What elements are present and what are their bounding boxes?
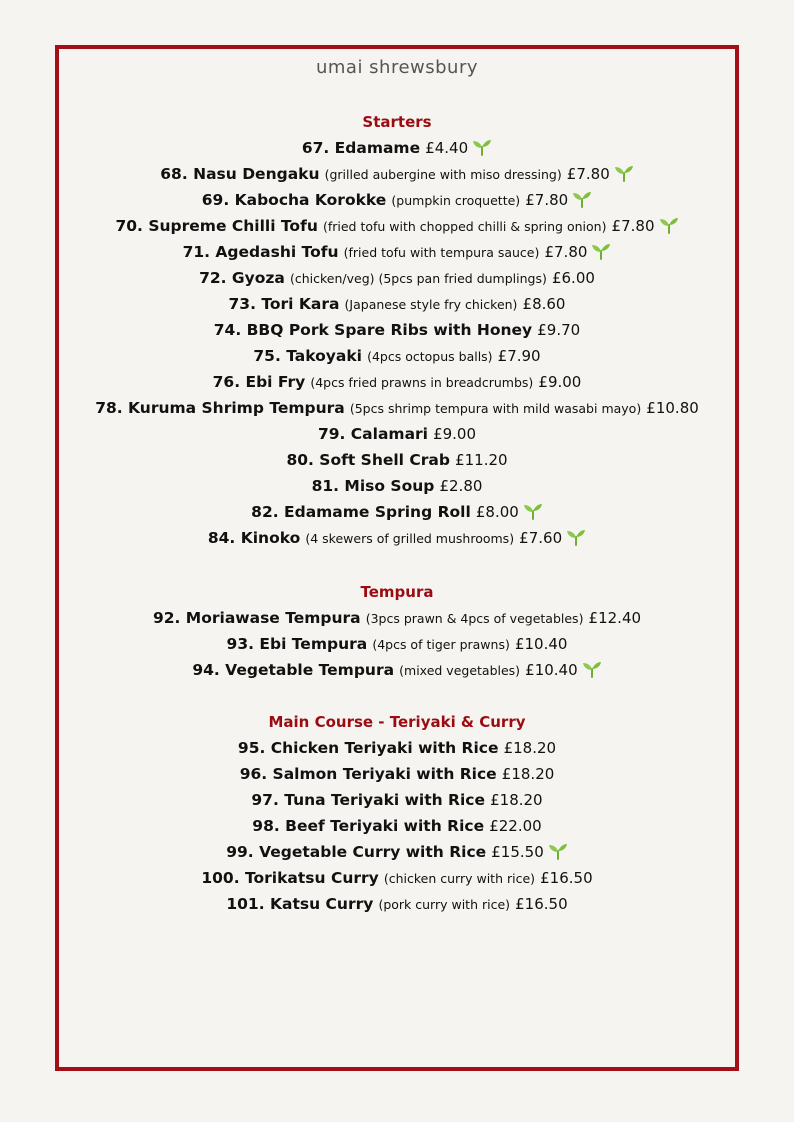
menu-item-price: £7.80 (525, 191, 569, 209)
menu-item (0, 161, 794, 187)
menu-item-description: (pork curry with rice) (378, 897, 511, 912)
section-title: Main Course - Teriyaki & Curry (268, 713, 526, 731)
vegetarian-leaf-icon (548, 842, 568, 860)
menu-item-price: £9.70 (537, 321, 581, 339)
menu-item (0, 291, 794, 317)
menu-item (0, 473, 794, 499)
section-main-course (0, 709, 794, 917)
menu-item-price: £7.90 (497, 347, 541, 365)
menu-item-name: 93. Ebi Tempura (226, 635, 368, 653)
menu-item (0, 631, 794, 657)
menu-item-name: 84. Kinoko (207, 529, 301, 547)
section-starters (0, 109, 794, 551)
menu-item (0, 761, 794, 787)
menu-item (0, 657, 794, 683)
menu-item-price: £15.50 (491, 843, 544, 861)
section-tempura (0, 579, 794, 683)
menu-item (0, 787, 794, 813)
menu-item (0, 839, 794, 865)
menu-item-description: (4pcs of tiger prawns) (372, 637, 510, 652)
menu-item-price: £18.20 (490, 791, 543, 809)
vegetarian-leaf-icon (566, 528, 586, 546)
menu-item-price: £9.00 (433, 425, 477, 443)
vegetarian-leaf-icon (572, 190, 592, 208)
menu-item (0, 395, 794, 421)
menu-item-name: 71. Agedashi Tofu (182, 243, 339, 261)
vegetarian-leaf-icon (614, 164, 634, 182)
menu-item-price: £22.00 (489, 817, 542, 835)
menu-item-description: (4 skewers of grilled mushrooms) (305, 531, 515, 546)
menu-item (0, 499, 794, 525)
menu-item (0, 421, 794, 447)
menu-item-name: 96. Salmon Teriyaki with Rice (239, 765, 497, 783)
menu-item-name: 80. Soft Shell Crab (286, 451, 450, 469)
vegetarian-leaf-icon (523, 502, 543, 520)
vegetarian-leaf-icon (472, 138, 492, 156)
menu-item-description: (fried tofu with tempura sauce) (343, 245, 540, 260)
menu-item-name: 74. BBQ Pork Spare Ribs with Honey (213, 321, 533, 339)
menu-item-price: £7.60 (519, 529, 563, 547)
menu-item-name: 75. Takoyaki (253, 347, 362, 365)
menu-item-name: 67. Edamame (301, 139, 421, 157)
menu-item (0, 265, 794, 291)
menu-item-name: 70. Supreme Chilli Tofu (115, 217, 318, 235)
menu-item-price: £10.80 (646, 399, 699, 417)
vegetarian-leaf-icon (582, 660, 602, 678)
menu-item (0, 317, 794, 343)
menu-item (0, 213, 794, 239)
menu-item-price: £10.40 (525, 661, 578, 679)
menu-item-price: £9.00 (538, 373, 582, 391)
vegetarian-leaf-icon (659, 216, 679, 234)
menu-item-name: 82. Edamame Spring Roll (251, 503, 471, 521)
menu-item-name: 98. Beef Teriyaki with Rice (252, 817, 485, 835)
menu-item-name: 97. Tuna Teriyaki with Rice (251, 791, 486, 809)
menu-item-name: 94. Vegetable Tempura (192, 661, 395, 679)
menu-item-price: £18.20 (501, 765, 555, 783)
menu-item (0, 525, 794, 551)
vegetarian-leaf-icon (591, 242, 611, 260)
menu-item-name: 81. Miso Soup (311, 477, 435, 495)
menu-item (0, 343, 794, 369)
menu-item (0, 239, 794, 265)
menu-item-description: (4pcs octopus balls) (367, 349, 493, 364)
menu-item-description: (fried tofu with chopped chilli & spring onion) (322, 219, 607, 234)
menu-item-description: (mixed vegetables) (399, 663, 521, 678)
menu-item-description: (Japanese style fry chicken) (344, 297, 518, 312)
menu-item (0, 865, 794, 891)
menu-item-name: 76. Ebi Fry (212, 373, 306, 391)
menu-item (0, 891, 794, 917)
menu-item (0, 813, 794, 839)
menu-item-price: £16.50 (540, 869, 593, 887)
menu-item-name: 92. Moriawase Tempura (152, 609, 361, 627)
menu-item-name: 95. Chicken Teriyaki with Rice (237, 739, 499, 757)
menu-item-name: 69. Kabocha Korokke (201, 191, 387, 209)
menu-item-name: 100. Torikatsu Curry (201, 869, 379, 887)
menu-item (0, 187, 794, 213)
menu-item-price: £4.40 (425, 139, 469, 157)
menu-item-price: £11.20 (455, 451, 508, 469)
menu-item-name: 72. Gyoza (199, 269, 285, 287)
restaurant-name: umai shrewsbury (315, 57, 479, 78)
menu-item-description: (3pcs prawn & 4pcs of vegetables) (365, 611, 584, 626)
menu-item (0, 447, 794, 473)
menu-item-price: £8.00 (475, 503, 519, 521)
menu-item-price: £8.60 (522, 295, 566, 313)
menu-item-name: 68. Nasu Dengaku (160, 165, 320, 183)
menu-item-price: £16.50 (515, 895, 568, 913)
menu-item-price: £18.20 (503, 739, 557, 757)
menu-item-price: £7.80 (544, 243, 588, 261)
menu-item-price: £2.80 (439, 477, 483, 495)
menu-item-name: 73. Tori Kara (228, 295, 340, 313)
section-title: Starters (362, 113, 432, 131)
menu-item-name: 78. Kuruma Shrimp Tempura (95, 399, 345, 417)
section-title: Tempura (360, 583, 434, 601)
menu-item-description: (chicken curry with rice) (383, 871, 536, 886)
menu-item-description: (4pcs fried prawns in breadcrumbs) (310, 375, 534, 390)
menu-item (0, 605, 794, 631)
menu-item-description: (5pcs shrimp tempura with mild wasabi mayo) (349, 401, 642, 416)
menu-item-name: 101. Katsu Curry (226, 895, 374, 913)
menu-item-price: £6.00 (551, 269, 595, 287)
menu-item-name: 79. Calamari (317, 425, 428, 443)
menu-item (0, 135, 794, 161)
menu-item-description: (grilled aubergine with miso dressing) (324, 167, 562, 182)
menu-item-price: £7.80 (566, 165, 610, 183)
menu-item (0, 369, 794, 395)
menu-item-price: £10.40 (514, 635, 568, 653)
menu-item-name: 99. Vegetable Curry with Rice (226, 843, 487, 861)
menu-item-description: (pumpkin croquette) (391, 193, 521, 208)
menu-item (0, 735, 794, 761)
menu-item-description: (chicken/veg) (5pcs pan fried dumplings) (289, 271, 547, 286)
menu-item-price: £12.40 (588, 609, 642, 627)
menu-item-price: £7.80 (611, 217, 655, 235)
